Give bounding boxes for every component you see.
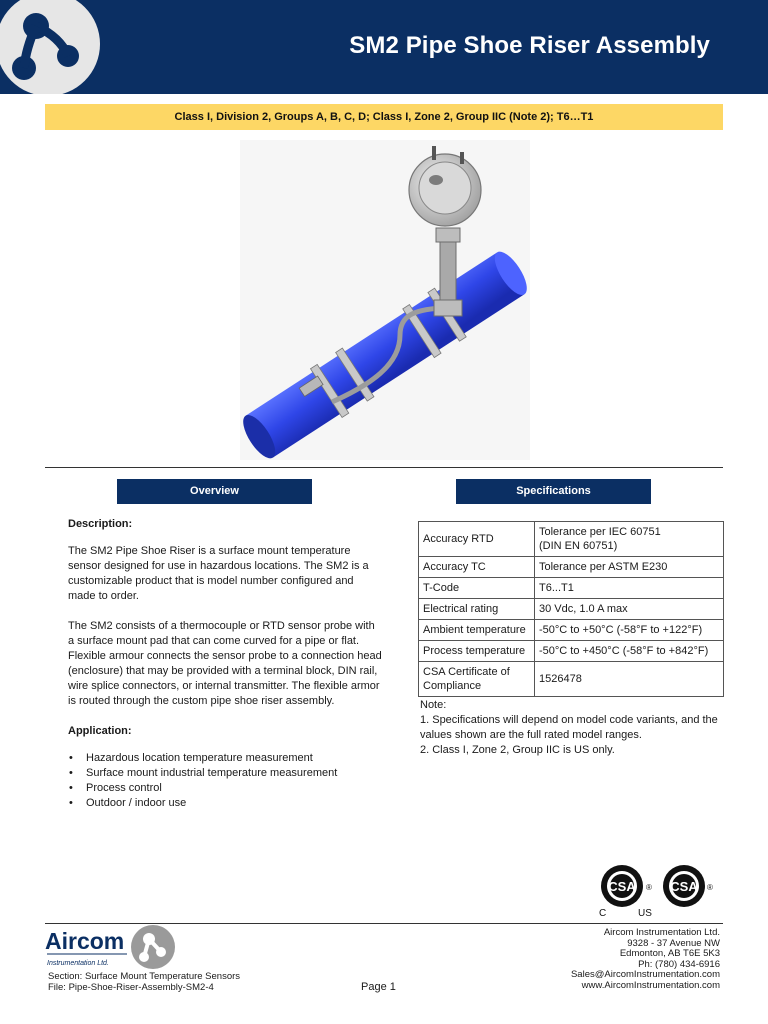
- email-link[interactable]: Sales@AircomInstrumentation.com: [570, 969, 720, 980]
- spec-key: Accuracy RTD: [419, 522, 535, 557]
- website-link[interactable]: www.AircomInstrumentation.com: [581, 979, 720, 991]
- spec-value: -50°C to +50°C (-58°F to +122°F): [535, 620, 724, 641]
- svg-text:US: US: [638, 908, 652, 918]
- aircom-logo: [45, 925, 180, 971]
- spec-value: 30 Vdc, 1.0 A max: [535, 599, 724, 620]
- table-row: [419, 522, 724, 557]
- footer-section: Section: Surface Mount Temperature Sensors: [48, 971, 241, 982]
- footer-divider: [45, 923, 723, 924]
- spec-key: Process temperature: [419, 641, 535, 662]
- spec-value: Tolerance per ASTM E230: [535, 557, 724, 578]
- address-line-2: Edmonton, AB T6E 5K3: [619, 948, 720, 959]
- specifications-table: [418, 521, 724, 697]
- spec-key: T-Code: [419, 578, 535, 599]
- table-row: [419, 599, 724, 620]
- tab-specifications: Specifications: [456, 479, 651, 504]
- note-item: 2. Class I, Zone 2, Group IIC is US only.: [420, 744, 615, 756]
- table-row: [419, 641, 724, 662]
- application-heading: Application:: [68, 725, 132, 737]
- spec-key: CSA Certificate of Compliance: [419, 662, 535, 697]
- svg-text:Instrumentation Ltd.: Instrumentation Ltd.: [47, 960, 109, 967]
- svg-text:®: ®: [707, 883, 713, 892]
- spec-key: Accuracy TC: [419, 557, 535, 578]
- footer-file-info: [48, 971, 240, 993]
- csa-mark-icon: [660, 862, 716, 912]
- table-row: [419, 557, 724, 578]
- company-name: Aircom Instrumentation Ltd.: [603, 927, 720, 938]
- description-paragraph-2: The SM2 consists of a thermocouple or RTD sensor probe with a surface mount pad that can come curved for a pipe or flat. Flexible armour connects the sensor probe to a connection head (enclosure) that may be provided with a terminal block, DIN rail, wire splice connectors, or internal transmitter. The flexible armor is routed through the custom pipe shoe riser assembly.: [68, 620, 382, 707]
- list-item: • Hazardous location temperature measurement: [68, 751, 383, 766]
- footer-file: File: Pipe-Shoe-Riser-Assembly-SM2-4: [48, 982, 214, 993]
- product-illustration: [240, 140, 530, 460]
- spec-notes: [420, 698, 725, 758]
- spec-key: Ambient temperature: [419, 620, 535, 641]
- spec-value: -50°C to +450°C (-58°F to +842°F): [535, 641, 724, 662]
- address-line-1: 9328 - 37 Avenue NW: [627, 937, 720, 949]
- spec-value: 1526478: [535, 662, 724, 697]
- svg-text:Aircom: Aircom: [45, 928, 125, 954]
- spec-value: Tolerance per IEC 60751 (DIN EN 60751): [535, 522, 724, 557]
- csa-c-us-mark-icon: [598, 862, 658, 918]
- hazard-classification-bar: Class I, Division 2, Groups A, B, C, D; Class I, Zone 2, Group IIC (Note 2); T6…T1: [45, 104, 723, 130]
- svg-text:C: C: [599, 908, 607, 918]
- svg-text:®: ®: [646, 883, 652, 892]
- application-list: [68, 751, 383, 811]
- page-header: [0, 0, 768, 94]
- section-divider: [45, 467, 723, 468]
- list-item: • Outdoor / indoor use: [68, 796, 383, 811]
- notes-label: Note:: [420, 699, 447, 711]
- svg-text:CSA: CSA: [608, 879, 636, 894]
- table-row: [419, 578, 724, 599]
- table-row: [419, 662, 724, 697]
- table-row: [419, 620, 724, 641]
- aircom-emblem-icon: [0, 0, 110, 94]
- svg-text:CSA: CSA: [670, 879, 698, 894]
- list-item: • Process control: [68, 781, 383, 796]
- phone: Ph: (780) 434-6916: [638, 958, 720, 970]
- page-title: SM2 Pipe Shoe Riser Assembly: [349, 32, 710, 59]
- description-paragraph-1: The SM2 Pipe Shoe Riser is a surface mount temperature sensor designed for use in hazardous locations. The SM2 is a customizable product that is model number configured and made to order.: [68, 545, 369, 602]
- footer-contact: [571, 928, 720, 991]
- note-item: 1. Specifications will depend on model code variants, and the values shown are the full rated model ranges.: [420, 714, 718, 741]
- spec-value: T6...T1: [535, 578, 724, 599]
- description-heading: Description:: [68, 518, 133, 530]
- page-number: Page 1: [361, 981, 396, 993]
- spec-key: Electrical rating: [419, 599, 535, 620]
- list-item: • Surface mount industrial temperature measurement: [68, 766, 383, 781]
- overview-section: [68, 517, 383, 811]
- tab-overview: Overview: [117, 479, 312, 504]
